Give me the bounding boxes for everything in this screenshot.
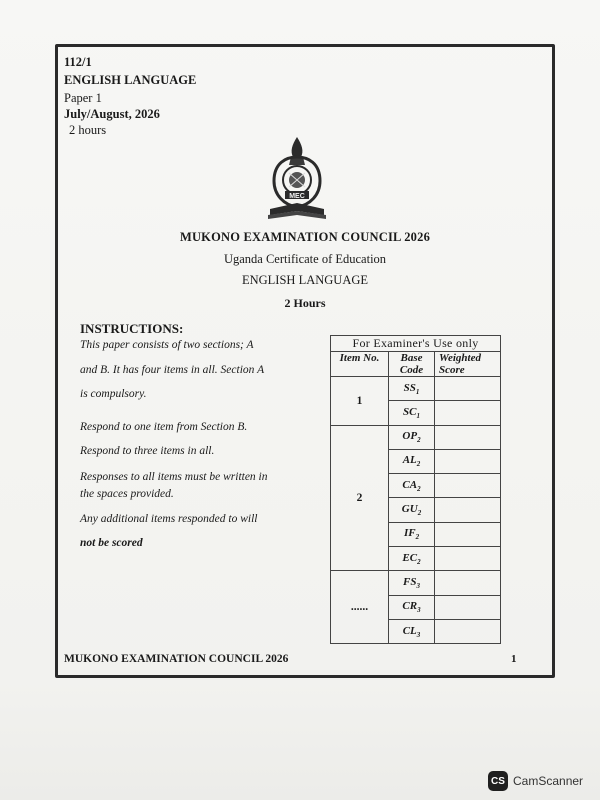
instructions-heading: INSTRUCTIONS: [80,321,184,336]
council-title: MUKONO EXAMINATION COUNCIL 2026 [179,230,431,244]
table-row [331,377,501,401]
logo-text: MEC [289,193,305,200]
instruction-line: not be scored [80,537,143,549]
footer-council: MUKONO EXAMINATION COUNCIL 2026 [64,653,289,665]
instruction-line: Respond to three items in all. [80,445,215,457]
council-crest-icon [266,135,328,221]
base-code: $GU_2$ [389,498,435,522]
camscanner-label: CamScanner [513,774,584,788]
instruction-line: Any additional items responded to will [80,513,258,525]
camscanner-watermark [488,771,583,791]
examiner-use-table [330,335,501,644]
col-header-score: Weighted Score [435,352,501,377]
weighted-score-cell[interactable] [435,377,501,401]
base-code: $FS_3$ [389,571,435,595]
instruction-line: is compulsory. [80,388,147,400]
weighted-score-cell[interactable] [435,547,501,571]
item-number: ...... [331,571,389,644]
base-code: $EC_2$ [389,547,435,571]
exam-duration: 2 hours [69,123,107,137]
instruction-line: and B. It has four items in all. Section A [80,364,265,376]
base-code: $IF_2$ [389,522,435,546]
exam-session: July/August, 2026 [64,107,160,121]
instruction-line: Responses to all items must be written in [80,471,268,483]
time-allowed: 2 Hours [284,296,326,310]
col-header-item: Item No. [331,352,389,377]
instruction-line: the spaces provided. [80,488,174,500]
paper-code: 112/1 [64,55,92,69]
certificate-title: Uganda Certificate of Education [223,252,387,266]
weighted-score-cell[interactable] [435,522,501,546]
col-header-code: Base Code [389,352,435,377]
base-code: $CR_3$ [389,595,435,619]
weighted-score-cell[interactable] [435,449,501,473]
table-title: For Examiner's Use only [331,336,501,352]
table-row [331,425,501,449]
base-code: $SC_1$ [389,401,435,425]
weighted-score-cell[interactable] [435,474,501,498]
table-row [331,571,501,595]
base-code: $AL_2$ [389,449,435,473]
weighted-score-cell[interactable] [435,401,501,425]
base-code: $OP_2$ [389,425,435,449]
page-number: 1 [511,653,517,665]
weighted-score-cell[interactable] [435,595,501,619]
base-code: $CA_2$ [389,474,435,498]
weighted-score-cell[interactable] [435,498,501,522]
weighted-score-cell[interactable] [435,425,501,449]
base-code: $CL_3$ [389,619,435,643]
subject-label: ENGLISH LANGUAGE [64,73,197,87]
instruction-line: This paper consists of two sections; A [80,339,254,351]
weighted-score-cell[interactable] [435,571,501,595]
paper-number: Paper 1 [64,91,102,105]
subject-title: ENGLISH LANGUAGE [241,273,369,287]
item-number: 1 [331,377,389,426]
item-number: 2 [331,425,389,571]
camscanner-badge-icon: CS [488,771,508,791]
instruction-line: Respond to one item from Section B. [80,421,248,433]
weighted-score-cell[interactable] [435,619,501,643]
base-code: $SS_1$ [389,377,435,401]
